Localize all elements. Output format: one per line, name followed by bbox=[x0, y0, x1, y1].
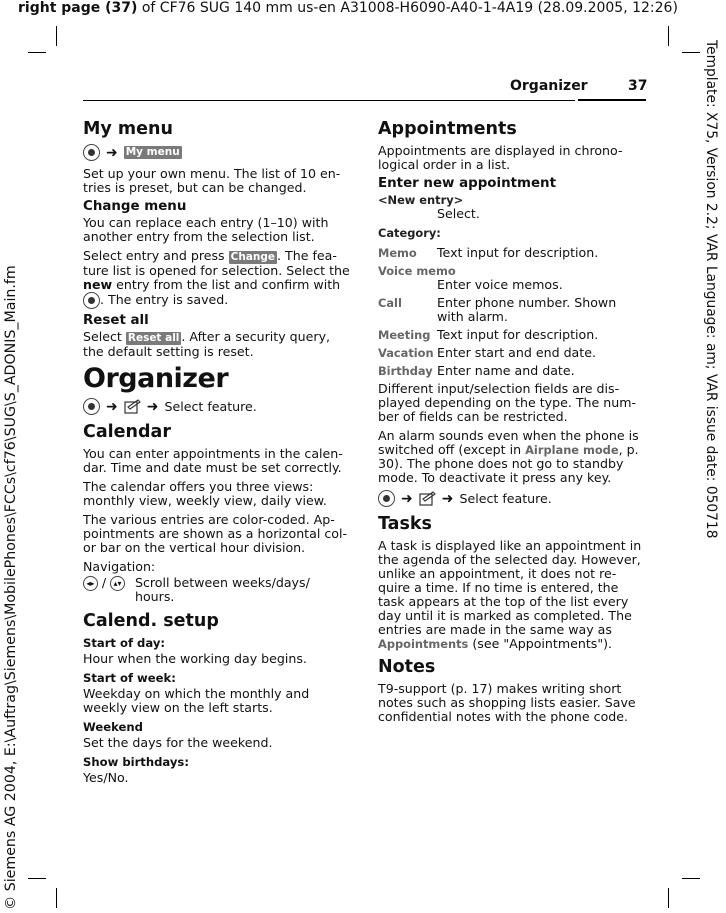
header-rule bbox=[83, 100, 575, 101]
arrow-right-icon: ➜ bbox=[441, 490, 454, 507]
setup-item-text: Set the days for the weekend. bbox=[83, 735, 273, 750]
appointments-keyword: Appointments bbox=[378, 637, 469, 651]
category-desc: Enter voice memos. bbox=[437, 277, 563, 292]
category-row bbox=[378, 264, 646, 292]
calendar-p1: You can enter appointments in the calen-dar. Time and date must be set correctly. bbox=[83, 446, 343, 475]
side-template-note bbox=[694, 0, 724, 913]
category-row bbox=[378, 328, 646, 342]
new-entry-label: <New entry> bbox=[378, 193, 464, 207]
category-type: Birthday bbox=[378, 364, 433, 378]
change-softkey: Change bbox=[230, 251, 276, 263]
text: An alarm sounds even when the phone is switched off (except in bbox=[378, 428, 639, 457]
arrow-right-icon: ➜ bbox=[401, 490, 413, 507]
crop-mark bbox=[668, 26, 669, 46]
arrow-right-icon: ➜ bbox=[106, 144, 118, 161]
side-template-text: Template: X75, Version 2.2; VAR Language: am; VAR issue date: 050718 bbox=[703, 40, 719, 539]
print-header-bold: right page (37) bbox=[18, 0, 138, 16]
reset-all-heading: Reset all bbox=[83, 313, 149, 328]
airplane-mode-keyword: Airplane mode bbox=[525, 443, 619, 457]
crop-mark bbox=[668, 888, 669, 908]
print-header-line bbox=[18, 0, 678, 16]
navigation-key-icon bbox=[83, 144, 100, 161]
side-copyright-note bbox=[0, 0, 26, 913]
appointments-nav-text: Select feature. bbox=[459, 490, 552, 506]
category-type: Call bbox=[378, 296, 402, 310]
text: Select entry and press bbox=[83, 248, 229, 263]
setup-item-text: Hour when the working day begins. bbox=[83, 651, 307, 666]
page-number: 37 bbox=[628, 78, 648, 94]
organizer-icon bbox=[124, 399, 141, 414]
category-type: Voice memo bbox=[378, 264, 456, 278]
my-menu-intro: Set up your own menu. The list of 10 en-tries is preset, but can be changed. bbox=[83, 166, 341, 195]
calendar-heading: Calendar bbox=[83, 422, 171, 442]
category-desc: Enter start and end date. bbox=[437, 345, 596, 360]
setup-item-text: Yes/No. bbox=[83, 770, 129, 785]
notes-heading: Notes bbox=[378, 657, 436, 677]
calendar-nav-desc: Scroll between weeks/days/ hours. bbox=[134, 575, 310, 604]
organizer-icon bbox=[419, 491, 436, 506]
notes-p1: T9-support (p. 17) makes writing short notes such as shopping lists easier. Save confidential notes with the phone code. bbox=[378, 681, 636, 724]
tasks-p1 bbox=[378, 539, 646, 651]
crop-mark bbox=[28, 878, 46, 879]
arrow-right-icon: ➜ bbox=[106, 398, 118, 415]
crop-mark bbox=[56, 888, 57, 908]
reset-all-softkey: Reset all bbox=[127, 332, 180, 344]
new-keyword: new bbox=[83, 277, 113, 292]
navigation-key-icon bbox=[378, 490, 395, 507]
nav-separator: / bbox=[101, 575, 107, 590]
tasks-heading: Tasks bbox=[378, 514, 432, 534]
change-menu-p2 bbox=[83, 249, 351, 309]
calendar-setup-heading: Calend. setup bbox=[83, 611, 219, 631]
text: , p. 30). The phone does not go to standby mode. To deactivate it press any key. bbox=[378, 442, 639, 485]
setup-item-label: Show birthdays: bbox=[83, 755, 189, 769]
crop-mark bbox=[28, 52, 46, 53]
category-desc: Text input for description. bbox=[437, 245, 599, 260]
text: (see "Appointments"). bbox=[468, 636, 613, 651]
left-right-key-icon: ◂▸ bbox=[83, 576, 98, 591]
category-row bbox=[378, 296, 646, 324]
appointments-navigation bbox=[378, 490, 646, 507]
enter-appointment-heading: Enter new appointment bbox=[378, 176, 556, 191]
change-menu-heading: Change menu bbox=[83, 199, 187, 214]
page-title: Organizer bbox=[510, 78, 588, 94]
category-type: Memo bbox=[378, 246, 417, 260]
calendar-navigation bbox=[83, 576, 351, 604]
crop-mark bbox=[682, 52, 700, 53]
category-row bbox=[378, 246, 646, 260]
my-menu-softkey: My menu bbox=[125, 146, 180, 158]
appointments-p1: Appointments are displayed in chrono-logical order in a list. bbox=[378, 143, 623, 172]
text: . The entry is saved. bbox=[100, 292, 229, 307]
category-type: Meeting bbox=[378, 328, 431, 342]
calendar-p2: The calendar offers you three views: monthly view, weekly view, daily view. bbox=[83, 479, 327, 508]
navigation-key-icon bbox=[83, 292, 100, 309]
setup-list bbox=[83, 636, 351, 785]
print-header-rest: of CF76 SUG 140 mm us-en A31008-H6090-A40-1-4A19 (28.09.2005, 12:26) bbox=[137, 0, 678, 16]
category-row bbox=[378, 346, 646, 360]
reset-all-text bbox=[83, 330, 351, 359]
right-column bbox=[378, 118, 646, 729]
category-desc: Enter phone number. Shown with alarm. bbox=[437, 295, 617, 324]
arrow-right-icon: ➜ bbox=[146, 398, 159, 415]
category-row bbox=[378, 364, 646, 378]
text: . After a security query, the default setting is reset. bbox=[83, 329, 331, 359]
appointments-p3 bbox=[378, 429, 646, 485]
category-type: Vacation bbox=[378, 346, 434, 360]
text: Select bbox=[83, 329, 126, 344]
organizer-heading: Organizer bbox=[83, 363, 229, 394]
appointments-p2: Different input/selection fields are dis-played depending on the type. The num-ber of fields can be restricted. bbox=[378, 381, 637, 424]
left-column bbox=[83, 118, 351, 790]
up-down-key-icon: ▴▾ bbox=[110, 576, 125, 591]
setup-item-label: Start of day: bbox=[83, 636, 166, 650]
new-entry-desc: Select. bbox=[437, 206, 480, 221]
text: A task is displayed like an appointment in the agenda of the selected day. However, unlike an appointment, it does not re-quire a time. If no time is entered, the task appears at the top of the list every day until it is marked as completed. The entries are made in the same way as bbox=[378, 538, 642, 637]
navigation-key-icon bbox=[83, 398, 100, 415]
side-copyright-text: © Siemens AG 2004, E:\Auftrag\Siemens\MobilePhones\FCCs\cf76\SUG\S_ADONIS_Main.fm bbox=[3, 265, 19, 910]
organizer-nav-text: Select feature. bbox=[164, 398, 257, 414]
category-label: Category: bbox=[378, 226, 441, 240]
my-menu-heading: My menu bbox=[83, 119, 173, 139]
text: entry from the list and confirm with bbox=[112, 277, 341, 292]
crop-mark bbox=[56, 26, 57, 46]
setup-item-text: Weekday on which the monthly and weekly view on the left starts. bbox=[83, 686, 310, 715]
my-menu-navigation bbox=[83, 144, 351, 161]
category-desc: Enter name and date. bbox=[437, 363, 575, 378]
setup-item-label: Start of week: bbox=[83, 671, 176, 685]
crop-mark bbox=[682, 878, 700, 879]
category-desc: Text input for description. bbox=[437, 327, 599, 342]
organizer-navigation bbox=[83, 398, 351, 415]
calendar-nav-label: Navigation: bbox=[83, 559, 156, 574]
appointments-heading: Appointments bbox=[378, 119, 517, 139]
change-menu-p1: You can replace each entry (1–10) with another entry from the selection list. bbox=[83, 215, 329, 244]
text: . The fea-ture list is opened for selection. Select the bbox=[83, 248, 350, 278]
setup-item-label: Weekend bbox=[83, 720, 143, 734]
calendar-p3: The various entries are color-coded. Ap-pointments are shown as a horizontal col-or bar on the vertical hour division. bbox=[83, 512, 348, 555]
header-rule-thick bbox=[578, 99, 646, 101]
